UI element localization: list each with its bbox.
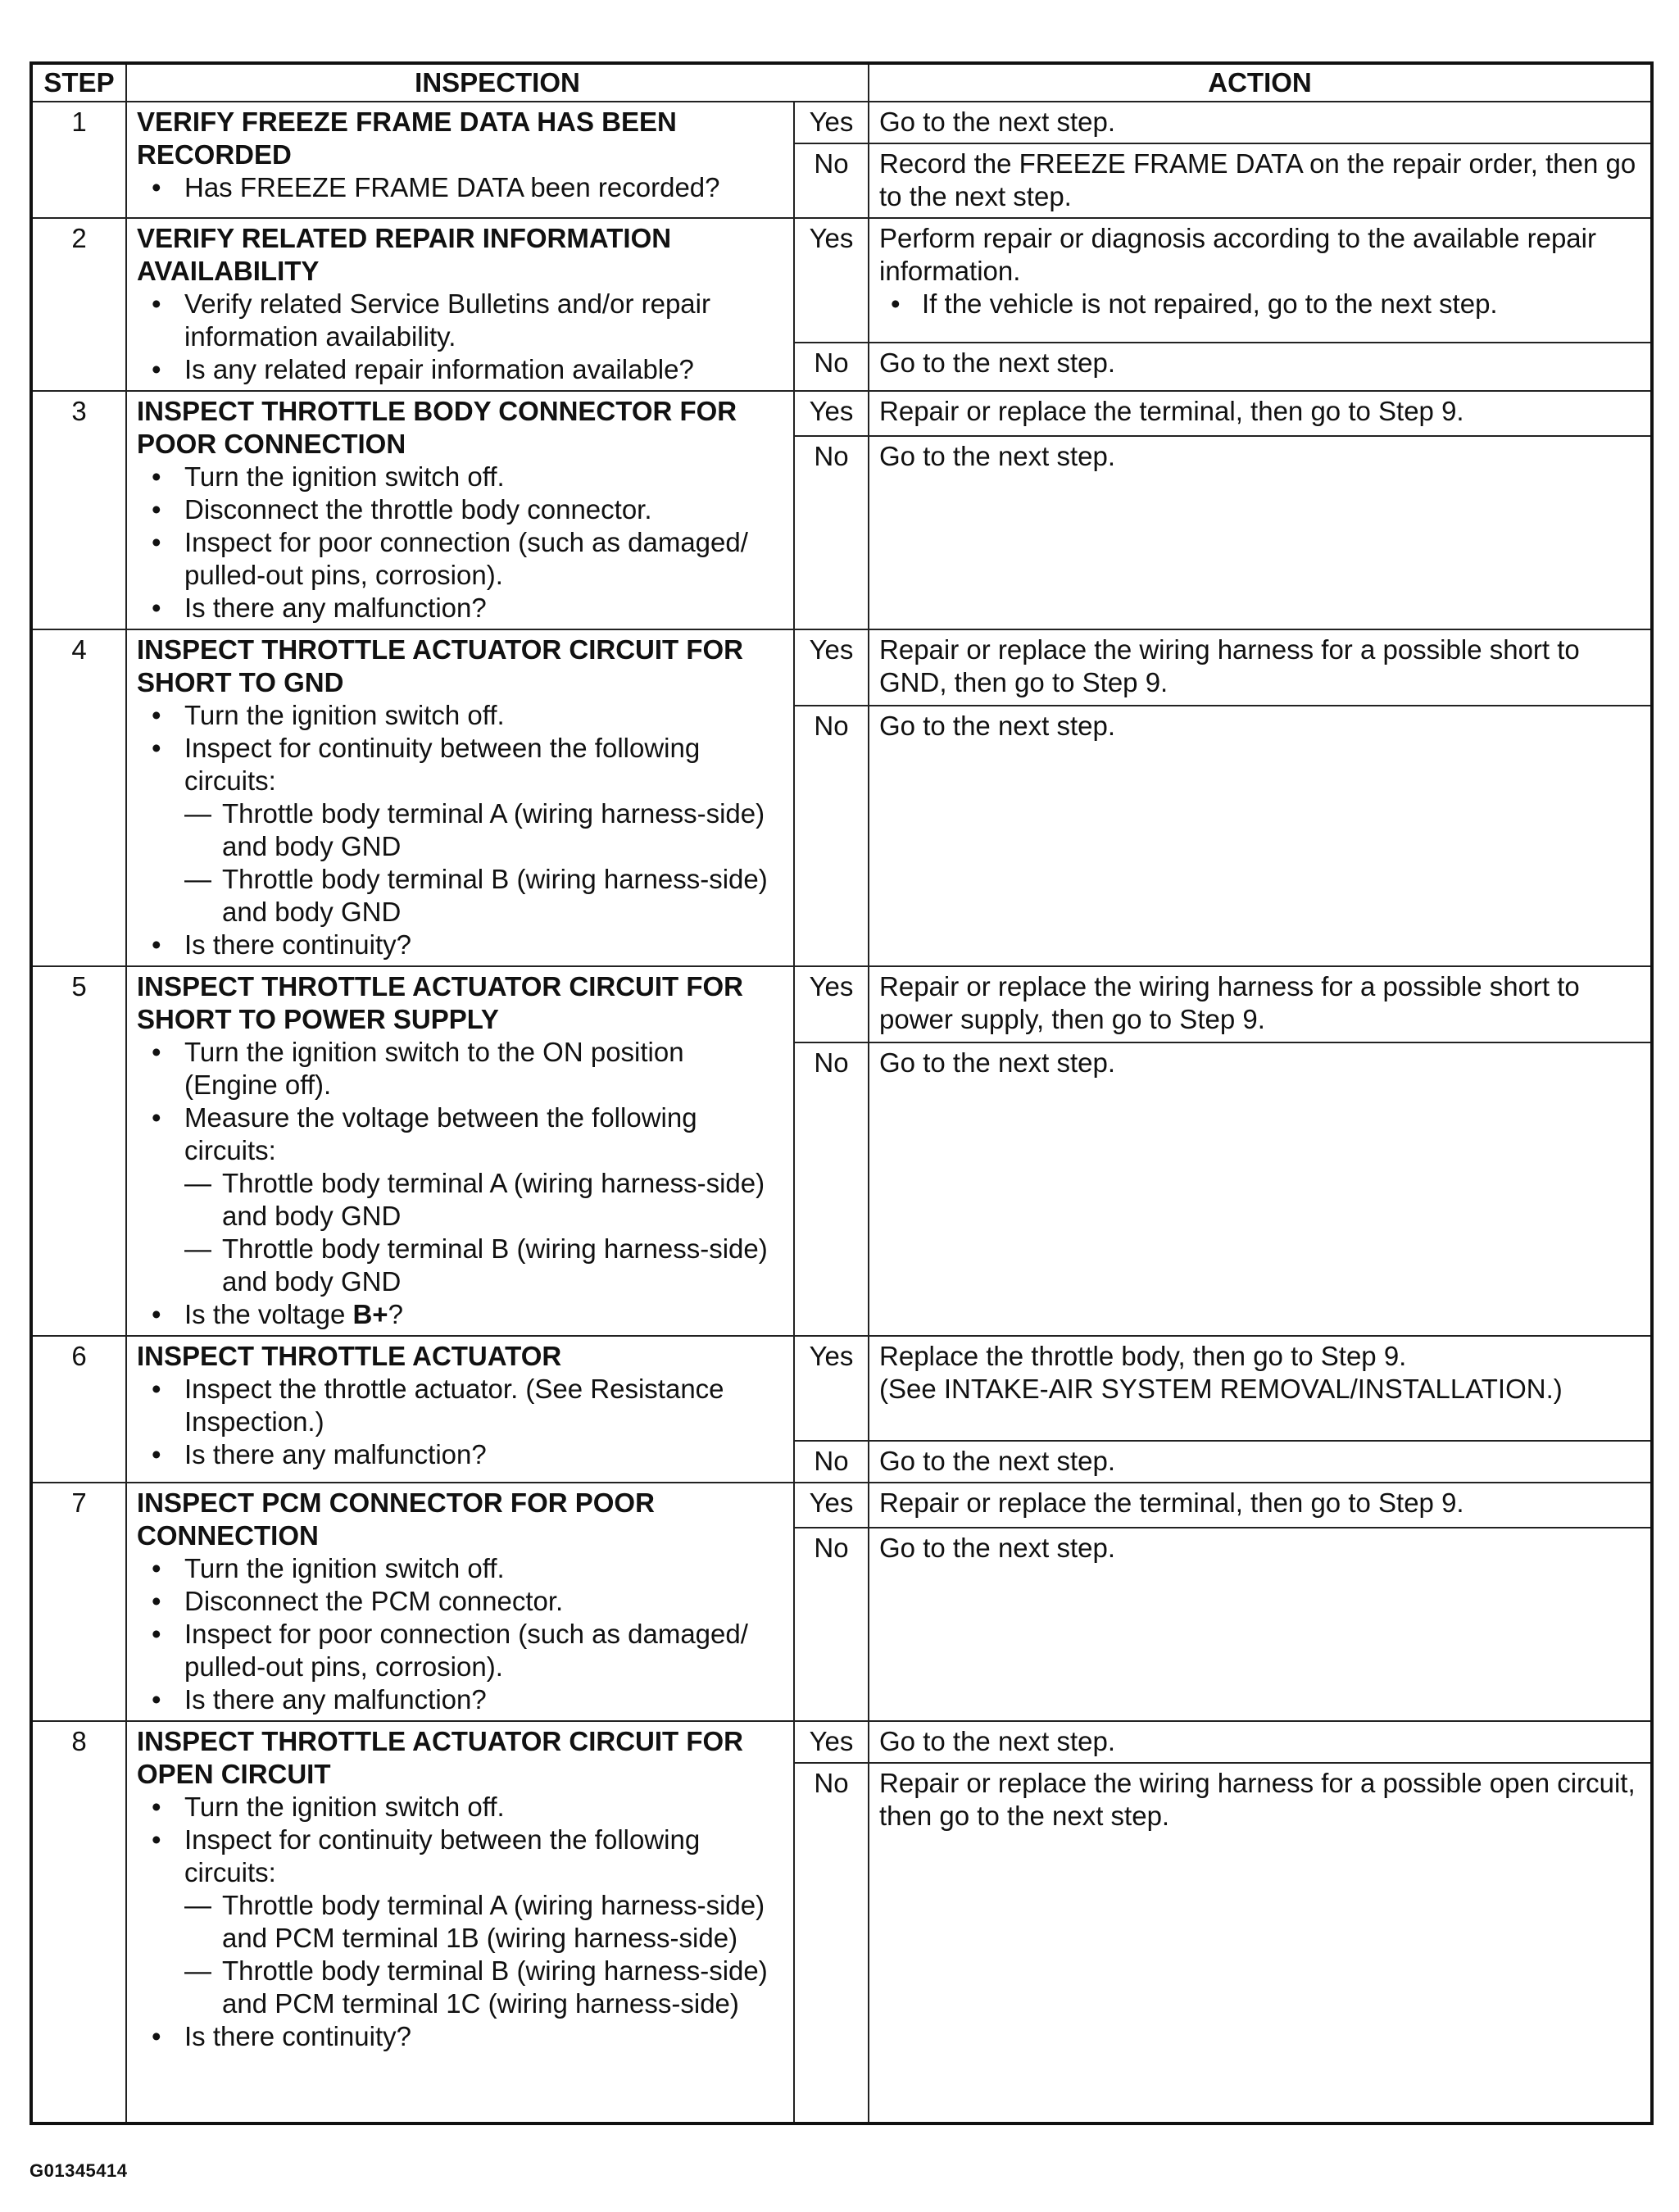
step-number: 2 xyxy=(31,218,126,391)
inspection-bullet: • Inspect for poor connection (such as damaged/ pulled-out pins, corrosion). xyxy=(137,526,783,592)
header-inspection: INSPECTION xyxy=(126,63,869,102)
step-6-yes-row xyxy=(31,1336,1652,1441)
yes-action xyxy=(869,218,1652,343)
circuit-item: — Throttle body terminal B (wiring harness-side) and body GND xyxy=(184,1233,783,1298)
inspection-bullet: • Has FREEZE FRAME DATA been recorded? xyxy=(137,171,783,204)
step-inspection xyxy=(126,966,794,1336)
no-label: No xyxy=(794,343,869,391)
yes-action xyxy=(869,1336,1652,1441)
step-inspection xyxy=(126,391,794,629)
yes-label: Yes xyxy=(794,102,869,143)
step-number: 1 xyxy=(31,102,126,218)
header-row xyxy=(31,63,1652,102)
yes-action: Repair or replace the wiring harness for a possible short to GND, then go to Step 9. xyxy=(869,629,1652,706)
step-1-yes-row xyxy=(31,102,1652,143)
step-inspection xyxy=(126,1721,794,2123)
step-4-yes-row xyxy=(31,629,1652,706)
voltage-value: B+ xyxy=(352,1299,388,1329)
step-title: INSPECT THROTTLE ACTUATOR xyxy=(137,1341,562,1371)
no-action: Go to the next step. xyxy=(869,436,1652,629)
no-action: Repair or replace the wiring harness for a possible open circuit, then go to the next step. xyxy=(869,1763,1652,2123)
circuit-item: — Throttle body terminal B (wiring harness-side) and body GND xyxy=(184,863,783,929)
inspection-bullet-text: Inspect for continuity between the following circuits: xyxy=(184,1824,701,1887)
figure-id: G01345414 xyxy=(29,2160,128,2181)
yes-label: Yes xyxy=(794,218,869,343)
yes-action-bullet: • If the vehicle is not repaired, go to the next step. xyxy=(879,288,1640,320)
no-action: Go to the next step. xyxy=(869,1528,1652,1721)
no-action: Go to the next step. xyxy=(869,343,1652,391)
diagnostic-table xyxy=(29,61,1654,2125)
question-text: Is the voltage xyxy=(184,1299,353,1329)
yes-action: Repair or replace the terminal, then go to Step 9. xyxy=(869,391,1652,436)
step-title: INSPECT PCM CONNECTOR FOR POOR CONNECTION xyxy=(137,1488,655,1551)
step-number: 6 xyxy=(31,1336,126,1483)
no-label: No xyxy=(794,706,869,966)
circuit-item: — Throttle body terminal A (wiring harness-side) and body GND xyxy=(184,797,783,863)
step-number: 8 xyxy=(31,1721,126,2123)
yes-action-text: Replace the throttle body, then go to Step 9. xyxy=(879,1341,1407,1371)
yes-action-reference: (See INTAKE-AIR SYSTEM REMOVAL/INSTALLATION.) xyxy=(879,1374,1563,1404)
step-title: INSPECT THROTTLE ACTUATOR CIRCUIT FOR SHORT TO POWER SUPPLY xyxy=(137,971,744,1034)
no-action: Go to the next step. xyxy=(869,1042,1652,1336)
yes-label: Yes xyxy=(794,966,869,1042)
step-inspection xyxy=(126,629,794,966)
inspection-bullet: • Turn the ignition switch off. xyxy=(137,1552,783,1585)
step-title: INSPECT THROTTLE ACTUATOR CIRCUIT FOR OPEN CIRCUIT xyxy=(137,1726,744,1789)
inspection-bullet: • Inspect the throttle actuator. (See Resistance Inspection.) xyxy=(137,1373,783,1438)
inspection-bullet: • Is there continuity? xyxy=(137,2020,783,2053)
yes-action-text: Perform repair or diagnosis according to the available repair information. xyxy=(879,223,1596,286)
inspection-bullet-text: Inspect for continuity between the following circuits: xyxy=(184,733,701,796)
step-inspection xyxy=(126,1483,794,1721)
inspection-bullet xyxy=(137,1101,783,1298)
inspection-bullet: • Inspect for poor connection (such as damaged/ pulled-out pins, corrosion). xyxy=(137,1618,783,1683)
question-mark: ? xyxy=(388,1299,403,1329)
header-step: STEP xyxy=(31,63,126,102)
step-title: VERIFY FREEZE FRAME DATA HAS BEEN RECORDED xyxy=(137,107,677,170)
inspection-bullet: • Is there continuity? xyxy=(137,929,783,961)
inspection-bullet: • Is there any malfunction? xyxy=(137,1438,783,1471)
header-action: ACTION xyxy=(869,63,1652,102)
yes-action: Repair or replace the terminal, then go to Step 9. xyxy=(869,1483,1652,1528)
yes-label: Yes xyxy=(794,1483,869,1528)
step-inspection xyxy=(126,1336,794,1483)
yes-action: Go to the next step. xyxy=(869,102,1652,143)
step-inspection xyxy=(126,218,794,391)
no-action: Record the FREEZE FRAME DATA on the repair order, then go to the next step. xyxy=(869,143,1652,218)
inspection-bullet xyxy=(137,732,783,929)
inspection-bullet-text: Measure the voltage between the following circuits: xyxy=(184,1102,697,1165)
inspection-bullet: • Turn the ignition switch off. xyxy=(137,1791,783,1824)
no-label: No xyxy=(794,1763,869,2123)
inspection-bullet: • Is there any malfunction? xyxy=(137,592,783,625)
inspection-bullet: • Turn the ignition switch off. xyxy=(137,699,783,732)
step-7-yes-row xyxy=(31,1483,1652,1528)
inspection-bullet: • Is there any malfunction? xyxy=(137,1683,783,1716)
step-inspection xyxy=(126,102,794,218)
no-action: Go to the next step. xyxy=(869,706,1652,966)
no-label: No xyxy=(794,1441,869,1483)
step-3-yes-row xyxy=(31,391,1652,436)
step-number: 5 xyxy=(31,966,126,1336)
inspection-bullet: • Disconnect the throttle body connector. xyxy=(137,493,783,526)
no-label: No xyxy=(794,1528,869,1721)
yes-action: Go to the next step. xyxy=(869,1721,1652,1763)
circuit-item: — Throttle body terminal A (wiring harness-side) and body GND xyxy=(184,1167,783,1233)
inspection-bullet: • Disconnect the PCM connector. xyxy=(137,1585,783,1618)
yes-label: Yes xyxy=(794,1721,869,1763)
step-title: INSPECT THROTTLE ACTUATOR CIRCUIT FOR SHORT TO GND xyxy=(137,634,744,697)
no-label: No xyxy=(794,1042,869,1336)
step-number: 3 xyxy=(31,391,126,629)
circuit-item: — Throttle body terminal B (wiring harness-side) and PCM terminal 1C (wiring harness-side) xyxy=(184,1955,783,2020)
step-title: VERIFY RELATED REPAIR INFORMATION AVAILABILITY xyxy=(137,223,672,286)
inspection-bullet: • Is any related repair information available? xyxy=(137,353,783,386)
no-label: No xyxy=(794,143,869,218)
step-2-yes-row xyxy=(31,218,1652,343)
step-number: 4 xyxy=(31,629,126,966)
step-8-yes-row xyxy=(31,1721,1652,1763)
step-number: 7 xyxy=(31,1483,126,1721)
step-5-yes-row xyxy=(31,966,1652,1042)
inspection-bullet xyxy=(137,1298,783,1331)
yes-label: Yes xyxy=(794,1336,869,1441)
step-title: INSPECT THROTTLE BODY CONNECTOR FOR POOR CONNECTION xyxy=(137,396,737,459)
no-label: No xyxy=(794,436,869,629)
inspection-bullet: • Turn the ignition switch to the ON position (Engine off). xyxy=(137,1036,783,1101)
yes-action: Repair or replace the wiring harness for a possible short to power supply, then go to Step 9. xyxy=(869,966,1652,1042)
circuit-item: — Throttle body terminal A (wiring harness-side) and PCM terminal 1B (wiring harness-side) xyxy=(184,1889,783,1955)
no-action: Go to the next step. xyxy=(869,1441,1652,1483)
yes-label: Yes xyxy=(794,391,869,436)
diagnostic-procedure-sheet xyxy=(29,61,1650,2125)
inspection-bullet: • Verify related Service Bulletins and/or repair information availability. xyxy=(137,288,783,353)
inspection-bullet xyxy=(137,1824,783,2020)
yes-label: Yes xyxy=(794,629,869,706)
inspection-bullet: • Turn the ignition switch off. xyxy=(137,461,783,493)
